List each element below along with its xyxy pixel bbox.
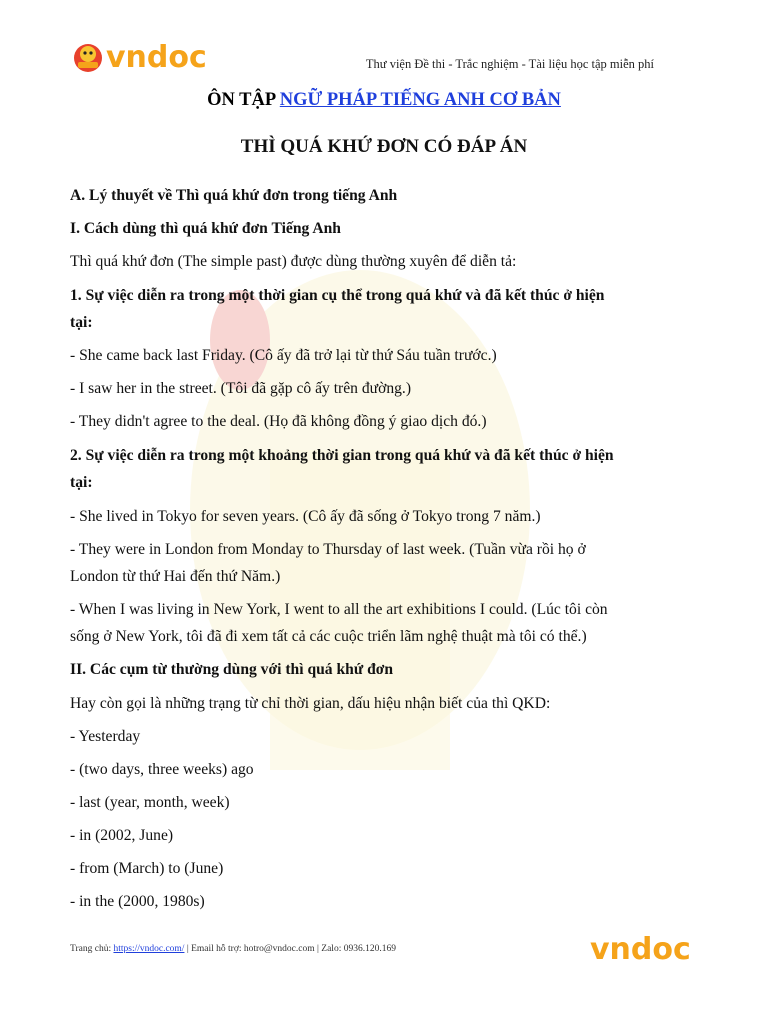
vndoc-logo[interactable] (70, 40, 207, 76)
point-1-line-2: tại: (70, 314, 93, 331)
example-5-line-1: - They were in London from Monday to Thursday of last week. (Tuần vừa rồi họ ở (70, 541, 586, 558)
example-3: - They didn't agree to the deal. (Họ đã không đồng ý giao dịch đó.) (70, 413, 487, 430)
header-tagline: Thư viện Đề thi - Trắc nghiệm - Tài liệu học tập miễn phí (365, 57, 654, 71)
signal-item: - from (March) to (June) (70, 860, 224, 877)
point-2-line-1: 2. Sự việc diễn ra trong một khoảng thời gian trong quá khứ và đã kết thúc ở hiện (70, 447, 614, 464)
signal-item: - in (2002, June) (70, 827, 174, 844)
signals-intro: Hay còn gọi là những trạng từ chỉ thời gian, dấu hiệu nhận biết của thì QKD: (70, 695, 551, 712)
signal-item: - last (year, month, week) (70, 794, 230, 811)
signal-item: - Yesterday (70, 728, 141, 745)
page-footer (70, 944, 396, 954)
example-6-line-1: - When I was living in New York, I went to all the art exhibitions I could. (Lúc tôi còn (70, 601, 608, 618)
footer-contact: | Email hỗ trợ: hotro@vndoc.com | Zalo: 0936.120.169 (184, 944, 396, 954)
title-prefix: ÔN TẬP (207, 90, 280, 110)
section-2-heading: II. Các cụm từ thường dùng với thì quá khứ đơn (70, 661, 394, 678)
signal-item: - in the (2000, 1980s) (70, 893, 205, 910)
logo-text: vndoc (106, 40, 207, 75)
footer-logo[interactable]: vndoc (590, 932, 691, 967)
section-a-heading: A. Lý thuyết về Thì quá khứ đơn trong tiếng Anh (70, 187, 398, 204)
page-header (70, 40, 700, 80)
example-1: - She came back last Friday. (Cô ấy đã trở lại từ thứ Sáu tuần trước.) (70, 347, 497, 364)
example-5-line-2: London từ thứ Hai đến thứ Năm.) (70, 568, 281, 585)
page-title (0, 90, 768, 111)
intro-text: Thì quá khứ đơn (The simple past) được dùng thường xuyên để diễn tả: (70, 253, 517, 270)
example-4: - She lived in Tokyo for seven years. (Cô ấy đã sống ở Tokyo trong 7 năm.) (70, 508, 541, 525)
point-1-line-1: 1. Sự việc diễn ra trong một thời gian cụ thể trong quá khứ và đã kết thúc ở hiện (70, 287, 605, 304)
mascot-icon (70, 40, 106, 76)
example-6-line-2: sống ở New York, tôi đã đi xem tất cả các cuộc triển lãm nghệ thuật mà tôi có thể.) (70, 628, 587, 645)
section-1-heading: I. Cách dùng thì quá khứ đơn Tiếng Anh (70, 220, 341, 237)
page-subtitle: THÌ QUÁ KHỨ ĐƠN CÓ ĐÁP ÁN (240, 136, 528, 157)
signal-item: - (two days, three weeks) ago (70, 761, 254, 778)
footer-home-label: Trang chủ: (70, 944, 114, 954)
point-2-line-2: tại: (70, 474, 93, 491)
footer-home-link[interactable]: https://vndoc.com/ (113, 944, 185, 954)
grammar-link[interactable]: NGỮ PHÁP TIẾNG ANH CƠ BẢN (279, 90, 561, 110)
example-2: - I saw her in the street. (Tôi đã gặp cô ấy trên đường.) (70, 380, 412, 397)
